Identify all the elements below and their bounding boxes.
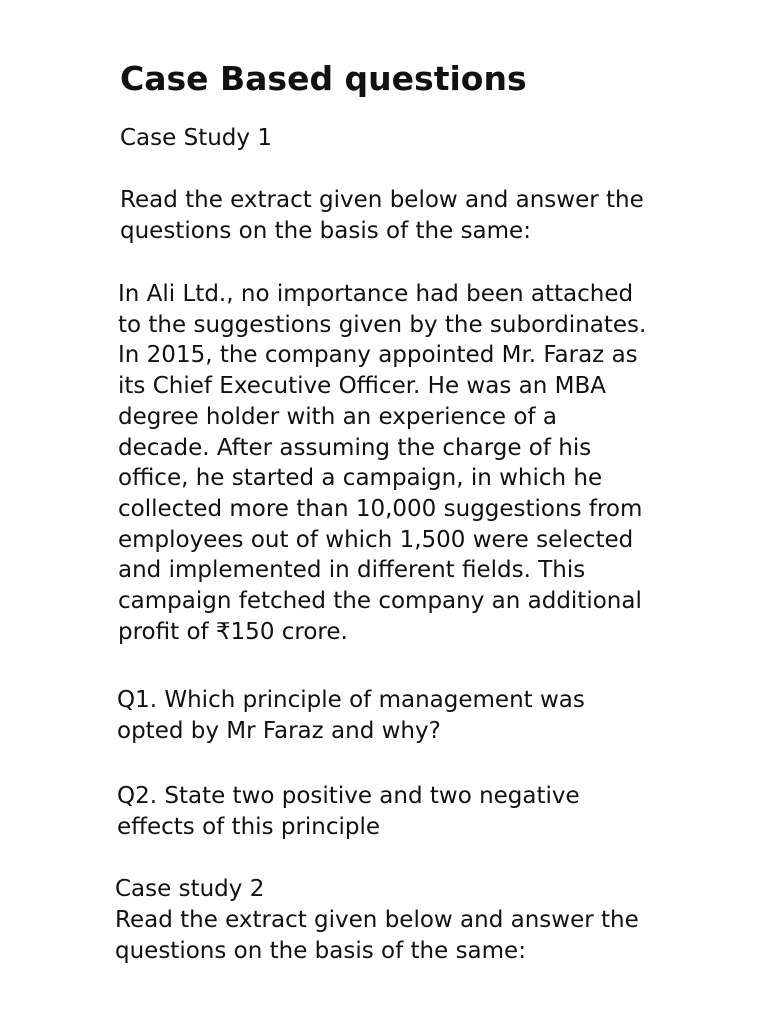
question-2 xyxy=(117,781,580,842)
question-line: Q1. Which principle of management was xyxy=(117,687,585,713)
passage-line: In Ali Ltd., no importance had been attached xyxy=(118,281,634,307)
instruction-line: Read the extract given below and answer the xyxy=(115,907,639,933)
passage-line: employees out of which 1,500 were selected xyxy=(118,526,634,553)
case-study-1-passage xyxy=(118,279,646,647)
passage-line: collected more than 10,000 suggestions from xyxy=(118,495,643,522)
instruction-line: Read the extract given below and answer the xyxy=(120,187,644,213)
passage-line: its Chief Executive Officer. He was an MBA xyxy=(118,373,606,400)
passage-line: and implemented in different fields. This xyxy=(118,557,586,584)
passage-line: to the suggestions given by the subordinates. xyxy=(118,311,647,338)
passage-line: decade. After assuming the charge of his xyxy=(118,434,592,461)
question-line: opted by Mr Faraz and why? xyxy=(117,717,441,744)
question-line: effects of this principle xyxy=(117,813,381,840)
passage-line: degree holder with an experience of a xyxy=(118,403,557,430)
passage-line: profit of ₹150 crore. xyxy=(118,618,348,645)
case-study-1-instruction xyxy=(120,185,644,246)
passage-line: campaign fetched the company an additional xyxy=(118,588,642,615)
instruction-line: questions on the basis of the same: xyxy=(120,217,531,244)
passage-line: In 2015, the company appointed Mr. Faraz as xyxy=(118,342,638,369)
page-title: Case Based questions xyxy=(120,59,527,98)
case-study-1-heading: Case Study 1 xyxy=(120,125,272,151)
case-study-2-instruction xyxy=(115,905,639,966)
question-line: Q2. State two positive and two negative xyxy=(117,783,580,809)
case-study-2-heading: Case study 2 xyxy=(115,876,265,902)
instruction-line: questions on the basis of the same: xyxy=(115,937,526,964)
question-1 xyxy=(117,685,585,746)
passage-line: office, he started a campaign, in which he xyxy=(118,465,603,492)
